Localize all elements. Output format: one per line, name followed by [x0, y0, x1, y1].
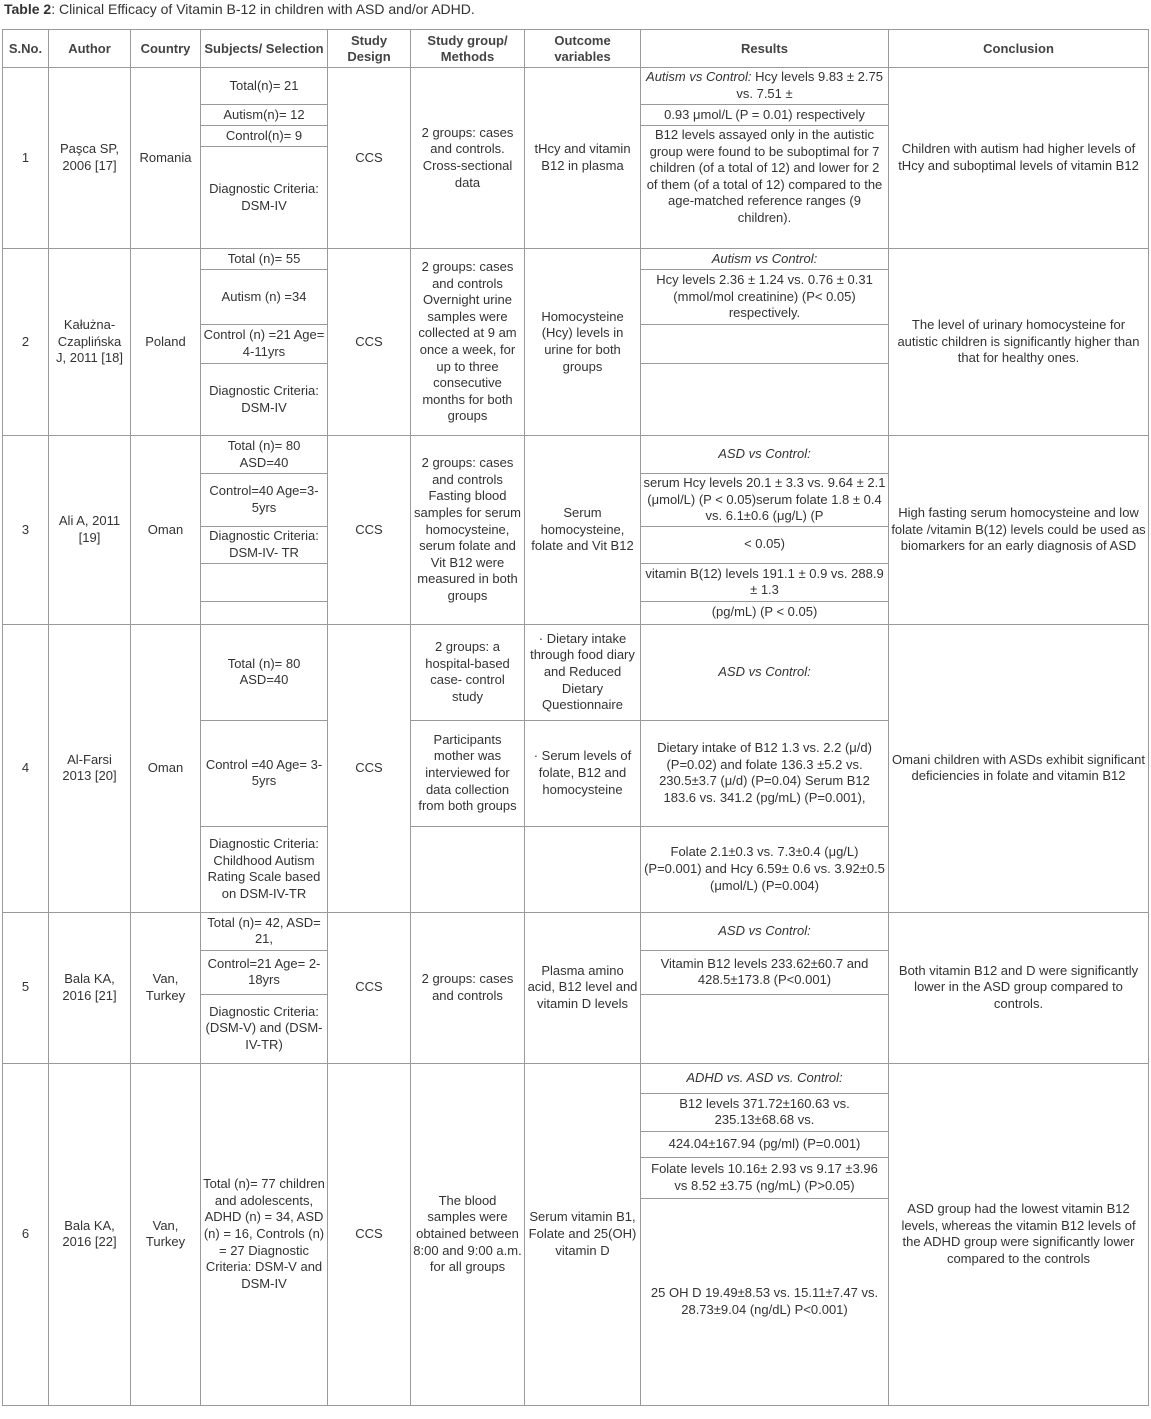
cell-design: CCS: [328, 1063, 411, 1405]
header-country: Country: [131, 30, 201, 68]
cell-results: serum Hcy levels 20.1 ± 3.3 vs. 9.64 ± 2.1 (μmol/L) (P < 0.05)serum folate 1.8 ± 0.4 vs. 6.1±0.6 (μg/L) (P: [641, 474, 889, 527]
cell-results: 0.93 μmol/L (P = 0.01) respectively: [641, 105, 889, 126]
header-methods: Study group/ Methods: [411, 30, 525, 68]
cell-conclusion: The level of urinary homocysteine for autistic children is significantly higher than that for healthy ones.: [889, 249, 1149, 436]
header-outcome: Outcome variables: [525, 30, 641, 68]
cell-methods: 2 groups: cases and controls Fasting blood samples for serum homocysteine, serum folate and Vit B12 were measured in both groups: [411, 436, 525, 625]
cell-author: Ali A, 2011 [19]: [49, 436, 131, 625]
table-row: [3, 436, 1149, 474]
cell-methods: 2 groups: cases and controls: [411, 912, 525, 1063]
table-caption: [4, 0, 475, 26]
cell-outcome: · Dietary intake through food diary and Reduced Dietary Questionnaire: [525, 624, 641, 720]
cell-country: Van, Turkey: [131, 912, 201, 1063]
cell-methods: Participants mother was interviewed for data collection from both groups: [411, 720, 525, 826]
cell-results: vitamin B(12) levels 191.1 ± 0.9 vs. 288.9 ± 1.3: [641, 563, 889, 601]
cell-results: ASD vs Control:: [641, 436, 889, 474]
table-row: [3, 1063, 1149, 1093]
cell-results: (pg/mL) (P < 0.05): [641, 601, 889, 624]
cell-methods: 2 groups: cases and controls. Cross-sectional data: [411, 68, 525, 249]
cell-subjects: Diagnostic Criteria: (DSM-V) and (DSM-IV-TR): [201, 994, 328, 1063]
cell-subjects: Control =40 Age= 3-5yrs: [201, 720, 328, 826]
cell-subjects: Total (n)= 80 ASD=40: [201, 624, 328, 720]
cell-conclusion: ASD group had the lowest vitamin B12 levels, whereas the vitamin B12 levels of the ADHD group were significantly lower compared to the controls: [889, 1063, 1149, 1405]
cell-results: Dietary intake of B12 1.3 vs. 2.2 (μ/d) (P=0.02) and folate 136.3 ±5.2 vs. 230.5±3.7 (μ/d) (P=0.04) Serum B12 183.6 vs. 341.2 (pg/mL) (P=0.001),: [641, 720, 889, 826]
cell-conclusion: High fasting serum homocysteine and low folate /vitamin B(12) levels could be used as biomarkers for an early diagnosis of ASD: [889, 436, 1149, 625]
cell-results: B12 levels assayed only in the autistic group were found to be suboptimal for 7 children (of a total of 12) and lower for 2 of them (of a total of 12) compared to the age-matched reference ranges (9 children).: [641, 126, 889, 249]
cell-subjects: Control (n) =21 Age= 4-11yrs: [201, 325, 328, 364]
cell-results: Autism vs Control:: [641, 249, 889, 270]
cell-subjects: Autism(n)= 12: [201, 105, 328, 126]
cell-outcome: tHcy and vitamin B12 in plasma: [525, 68, 641, 249]
cell-results: 25 OH D 19.49±8.53 vs. 15.11±7.47 vs. 28.73±9.04 (ng/dL) P<0.001): [641, 1198, 889, 1405]
cell-subjects: Total (n)= 55: [201, 249, 328, 270]
cell-outcome: · Serum levels of folate, B12 and homocysteine: [525, 720, 641, 826]
cell-results: Folate 2.1±0.3 vs. 7.3±0.4 (μg/L) (P=0.001) and Hcy 6.59± 0.6 vs. 3.92±0.5 (μmol/L) (P=0.004): [641, 826, 889, 912]
cell-results: ADHD vs. ASD vs. Control:: [641, 1063, 889, 1093]
cell-outcome: Serum vitamin B1, Folate and 25(OH) vitamin D: [525, 1063, 641, 1405]
cell-results: [641, 994, 889, 1063]
cell-subjects: Diagnostic Criteria: DSM-IV: [201, 147, 328, 249]
cell-conclusion: Both vitamin B12 and D were significantly lower in the ASD group compared to controls.: [889, 912, 1149, 1063]
cell-outcome: Serum homocysteine, folate and Vit B12: [525, 436, 641, 625]
cell-sno: 2: [3, 249, 49, 436]
cell-subjects: Diagnostic Criteria: DSM-IV: [201, 364, 328, 436]
cell-subjects: Total(n)= 21: [201, 68, 328, 105]
cell-design: CCS: [328, 912, 411, 1063]
cell-methods: The blood samples were obtained between 8:00 and 9:00 a.m. for all groups: [411, 1063, 525, 1405]
cell-country: Oman: [131, 624, 201, 912]
cell-methods: 2 groups: a hospital-based case- control study: [411, 624, 525, 720]
cell-conclusion: Omani children with ASDs exhibit significant deficiencies in folate and vitamin B12: [889, 624, 1149, 912]
cell-results: [641, 325, 889, 364]
header-author: Author: [49, 30, 131, 68]
results-comparison: Autism vs Control:: [646, 69, 752, 85]
cell-outcome: Plasma amino acid, B12 level and vitamin D levels: [525, 912, 641, 1063]
cell-subjects: [201, 563, 328, 601]
cell-methods: 2 groups: cases and controls Overnight urine samples were collected at 9 am once a week, for up to three consecutive months for both groups: [411, 249, 525, 436]
header-design: Study Design: [328, 30, 411, 68]
cell-results: Folate levels 10.16± 2.93 vs 9.17 ±3.96 vs 8.52 ±3.75 (ng/mL) (P>0.05): [641, 1157, 889, 1198]
results-text: Hcy levels 9.83 ± 2.75 vs. 7.51 ±: [736, 69, 883, 101]
cell-design: CCS: [328, 436, 411, 625]
cell-country: Romania: [131, 68, 201, 249]
cell-subjects: Diagnostic Criteria: DSM-IV- TR: [201, 526, 328, 563]
cell-author: Paşca SP, 2006 [17]: [49, 68, 131, 249]
cell-subjects: Control=40 Age=3-5yrs: [201, 474, 328, 527]
header-conclusion: Conclusion: [889, 30, 1149, 68]
cell-conclusion: Children with autism had higher levels of tHcy and suboptimal levels of vitamin B12: [889, 68, 1149, 249]
cell-outcome: [525, 826, 641, 912]
cell-subjects: Autism (n) =34: [201, 270, 328, 325]
cell-results: B12 levels 371.72±160.63 vs. 235.13±68.68 vs.: [641, 1093, 889, 1131]
cell-subjects: Total (n)= 77 children and adolescents, ADHD (n) = 34, ASD (n) = 16, Controls (n) = 27 Diagnostic Criteria: DSM-V and DSM-IV: [201, 1063, 328, 1405]
efficacy-table: [2, 29, 1149, 1406]
cell-sno: 5: [3, 912, 49, 1063]
cell-country: Poland: [131, 249, 201, 436]
cell-results: ASD vs Control:: [641, 624, 889, 720]
caption-text: : Clinical Efficacy of Vitamin B-12 in children with ASD and/or ADHD.: [51, 1, 475, 17]
table-row: [3, 249, 1149, 270]
cell-subjects: [201, 601, 328, 624]
header-subjects: Subjects/ Selection: [201, 30, 328, 68]
cell-results: < 0.05): [641, 526, 889, 563]
cell-sno: 6: [3, 1063, 49, 1405]
cell-sno: 3: [3, 436, 49, 625]
cell-subjects: Control=21 Age= 2-18yrs: [201, 950, 328, 994]
table-row: [3, 624, 1149, 720]
cell-country: Oman: [131, 436, 201, 625]
cell-subjects: Diagnostic Criteria: Childhood Autism Rating Scale based on DSM-IV-TR: [201, 826, 328, 912]
cell-sno: 1: [3, 68, 49, 249]
cell-subjects: Total (n)= 42, ASD= 21,: [201, 912, 328, 950]
cell-sno: 4: [3, 624, 49, 912]
cell-methods: [411, 826, 525, 912]
cell-author: Bala KA, 2016 [21]: [49, 912, 131, 1063]
table-row: [3, 912, 1149, 950]
cell-results: ASD vs Control:: [641, 912, 889, 950]
cell-author: Kałużna-Czaplińska J, 2011 [18]: [49, 249, 131, 436]
header-results: Results: [641, 30, 889, 68]
cell-results: [641, 364, 889, 436]
cell-author: Al-Farsi 2013 [20]: [49, 624, 131, 912]
cell-design: CCS: [328, 68, 411, 249]
header-row: [3, 30, 1149, 68]
cell-subjects: Total (n)= 80 ASD=40: [201, 436, 328, 474]
header-sno: S.No.: [3, 30, 49, 68]
cell-subjects: Control(n)= 9: [201, 126, 328, 147]
cell-country: Van, Turkey: [131, 1063, 201, 1405]
cell-author: Bala KA, 2016 [22]: [49, 1063, 131, 1405]
caption-label: Table 2: [4, 1, 52, 17]
cell-results: [641, 68, 889, 105]
cell-outcome: Homocysteine (Hcy) levels in urine for both groups: [525, 249, 641, 436]
cell-results: Vitamin B12 levels 233.62±60.7 and 428.5±173.8 (P<0.001): [641, 950, 889, 994]
cell-design: CCS: [328, 624, 411, 912]
cell-design: CCS: [328, 249, 411, 436]
cell-results: Hcy levels 2.36 ± 1.24 vs. 0.76 ± 0.31 (mmol/mol creatinine) (P< 0.05) respectively.: [641, 270, 889, 325]
cell-results: 424.04±167.94 (pg/ml) (P=0.001): [641, 1131, 889, 1157]
table-row: [3, 68, 1149, 105]
